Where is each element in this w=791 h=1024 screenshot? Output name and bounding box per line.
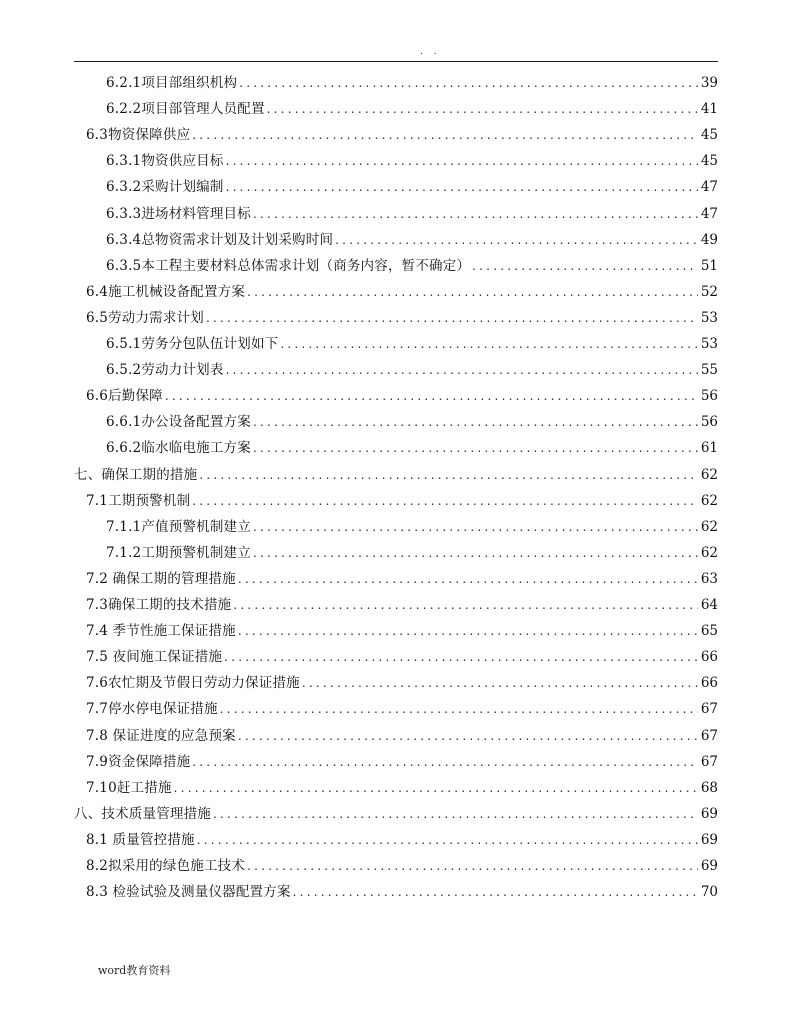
- toc-entry[interactable]: [106, 436, 718, 460]
- toc-entry-title: 6.3物资保障供应: [86, 127, 191, 144]
- toc-entry[interactable]: [74, 463, 718, 487]
- toc-entry-page-number: 56: [700, 414, 718, 431]
- footer-text: word教育资料: [98, 964, 171, 977]
- toc-entry-title: 6.2.1项目部组织机构: [106, 75, 238, 91]
- toc-entry[interactable]: [86, 854, 718, 878]
- toc-entry[interactable]: [106, 175, 718, 199]
- toc-entry-title: 8.2拟采用的绿色施工技术: [86, 858, 246, 874]
- toc-entry-page-number: 66: [700, 649, 718, 666]
- toc-entry-page-number: 56: [700, 388, 718, 405]
- toc-entry-page-number: 63: [700, 570, 718, 587]
- toc-entry-page-number: 49: [700, 231, 718, 248]
- toc-entry[interactable]: [86, 828, 718, 852]
- toc-entry-title: 6.6后勤保障: [86, 388, 163, 405]
- toc-dot-leader: [472, 254, 698, 278]
- toc-dot-leader: [192, 123, 698, 147]
- toc-dot-leader: [335, 228, 698, 252]
- toc-entry-page-number: 69: [700, 831, 718, 848]
- toc-entry[interactable]: [106, 149, 718, 173]
- toc-entry-title: 6.3.5本工程主要材料总体需求计划（商务内容，暂不确定）: [106, 257, 471, 274]
- toc-entry-page-number: 65: [700, 623, 718, 640]
- toc-entry-page-number: 45: [700, 127, 718, 144]
- toc-entry-page-number: 70: [700, 884, 718, 901]
- toc-dot-leader: [293, 880, 698, 904]
- toc-entry-page-number: 62: [700, 544, 718, 561]
- toc-entry-title: 7.10赶工措施: [86, 779, 172, 796]
- toc-entry-title: 7.1.1产值预警机制建立: [106, 518, 251, 535]
- toc-entry-page-number: 61: [700, 440, 718, 457]
- toc-entry-page-number: 69: [700, 858, 718, 874]
- toc-entry-title: 7.7停水停电保证措施: [86, 701, 218, 718]
- toc-entry[interactable]: [86, 280, 718, 304]
- toc-dot-leader: [238, 567, 698, 591]
- toc-entry[interactable]: [106, 358, 718, 382]
- toc-entry[interactable]: [86, 567, 718, 591]
- toc-entry[interactable]: [106, 71, 718, 95]
- toc-dot-leader: [253, 436, 698, 460]
- toc-dot-leader: [226, 358, 698, 382]
- header-rule: [74, 61, 718, 62]
- toc-entry[interactable]: [86, 750, 718, 774]
- toc-entry[interactable]: [106, 228, 718, 252]
- toc-dot-leader: [199, 463, 698, 487]
- toc-entry-page-number: 62: [700, 466, 718, 483]
- toc-dot-leader: [197, 828, 698, 852]
- toc-entry-page-number: 51: [700, 257, 718, 274]
- toc-entry[interactable]: [86, 384, 718, 408]
- toc-dot-leader: [247, 854, 698, 878]
- toc-dot-leader: [192, 489, 698, 513]
- toc-dot-leader: [302, 671, 698, 695]
- toc-entry-title: 6.3.4总物资需求计划及计划采购时间: [106, 231, 334, 248]
- toc-entry-title: 6.5.2劳动力计划表: [106, 362, 224, 379]
- toc-dot-leader: [238, 724, 698, 748]
- toc-entry-title: 6.5.1劳务分包队伍计划如下: [106, 336, 279, 352]
- toc-entry-page-number: 68: [700, 779, 718, 796]
- toc-entry[interactable]: [86, 645, 718, 669]
- toc-entry[interactable]: [86, 619, 718, 643]
- toc-entry-page-number: 47: [700, 179, 718, 196]
- toc-entry[interactable]: [86, 593, 718, 617]
- toc-entry-page-number: 45: [700, 153, 718, 170]
- toc-entry[interactable]: [86, 697, 718, 721]
- toc-entry-title: 7.4 季节性施工保证措施: [86, 623, 236, 640]
- toc-entry-title: 7.6农忙期及节假日劳动力保证措施: [86, 675, 300, 692]
- toc-entry-page-number: 41: [700, 101, 718, 118]
- toc-dot-leader: [267, 97, 698, 121]
- toc-entry-title: 6.3.1物资供应目标: [106, 153, 224, 170]
- toc-entry[interactable]: [106, 97, 718, 121]
- toc-entry[interactable]: [86, 880, 718, 904]
- toc-dot-leader: [220, 697, 698, 721]
- toc-entry-title: 8.1 质量管控措施: [86, 831, 195, 848]
- toc-dot-leader: [226, 175, 698, 199]
- toc-entry-title: 7.2 确保工期的管理措施: [86, 570, 236, 587]
- toc-entry[interactable]: [106, 541, 718, 565]
- toc-entry[interactable]: [86, 306, 718, 330]
- toc-dot-leader: [206, 306, 698, 330]
- toc-entry-page-number: 52: [700, 283, 718, 300]
- toc-entry-title: 6.6.2临水临电施工方案: [106, 440, 251, 457]
- toc-entry[interactable]: [106, 410, 718, 434]
- toc-entry[interactable]: [106, 515, 718, 539]
- toc-dot-leader: [224, 645, 698, 669]
- toc-entry-title: 7.1.2工期预警机制建立: [106, 544, 251, 561]
- toc-entry-page-number: 66: [700, 675, 718, 692]
- toc-dot-leader: [247, 280, 698, 304]
- toc-dot-leader: [233, 593, 698, 617]
- toc-entry-title: 7.9资金保障措施: [86, 753, 191, 770]
- toc-dot-leader: [165, 384, 698, 408]
- toc-dot-leader: [253, 515, 698, 539]
- toc-entry[interactable]: [74, 802, 718, 826]
- toc-dot-leader: [280, 332, 698, 356]
- toc-dot-leader: [253, 410, 698, 434]
- toc-entry-title: 6.6.1办公设备配置方案: [106, 414, 251, 431]
- toc-dot-leader: [174, 776, 698, 800]
- toc-entry-title: 6.5劳动力需求计划: [86, 309, 204, 326]
- toc-entry[interactable]: [86, 489, 718, 513]
- toc-dot-leader: [226, 149, 698, 173]
- toc-entry-page-number: 55: [700, 362, 718, 379]
- toc-entry-page-number: 67: [700, 753, 718, 770]
- header-mark: . .: [420, 47, 441, 57]
- toc-entry[interactable]: [86, 671, 718, 695]
- toc-entry-title: 八、技术质量管理措施: [74, 805, 211, 822]
- toc-entry-title: 7.1工期预警机制: [86, 492, 191, 509]
- toc-entry-page-number: 53: [700, 336, 718, 352]
- toc-entry-title: 七、确保工期的措施: [74, 466, 198, 483]
- toc-entry-page-number: 53: [700, 309, 718, 326]
- toc-entry-page-number: 62: [700, 518, 718, 535]
- toc-entry-page-number: 64: [700, 597, 718, 613]
- toc-entry-title: 6.4施工机械设备配置方案: [86, 283, 246, 300]
- toc-entry-page-number: 39: [700, 75, 718, 91]
- toc-entry-page-number: 67: [700, 701, 718, 718]
- toc-entry-title: 7.5 夜间施工保证措施: [86, 649, 223, 666]
- toc-entry-page-number: 67: [700, 727, 718, 744]
- toc-entry[interactable]: [106, 202, 718, 226]
- toc-entry-title: 7.3确保工期的技术措施: [86, 597, 232, 613]
- toc-dot-leader: [253, 541, 698, 565]
- toc-entry-title: 6.3.3进场材料管理目标: [106, 205, 251, 222]
- toc-entry-title: 8.3 检验试验及测量仪器配置方案: [86, 884, 291, 901]
- toc-entry-page-number: 62: [700, 492, 718, 509]
- toc-dot-leader: [238, 619, 698, 643]
- toc-entry-page-number: 47: [700, 205, 718, 222]
- toc-entry-title: 7.8 保证进度的应急预案: [86, 727, 236, 744]
- toc-entry[interactable]: [106, 332, 718, 356]
- toc-entry-title: 6.3.2采购计划编制: [106, 179, 224, 196]
- toc-dot-leader: [213, 802, 698, 826]
- toc-entry[interactable]: [86, 123, 718, 147]
- toc-entry-page-number: 69: [700, 805, 718, 822]
- toc-dot-leader: [253, 202, 698, 226]
- toc-entry-title: 6.2.2项目部管理人员配置: [106, 101, 265, 118]
- toc-entry[interactable]: [86, 724, 718, 748]
- toc-entry[interactable]: [106, 254, 718, 278]
- toc-dot-leader: [192, 750, 698, 774]
- toc-dot-leader: [239, 71, 698, 95]
- toc-entry[interactable]: [86, 776, 718, 800]
